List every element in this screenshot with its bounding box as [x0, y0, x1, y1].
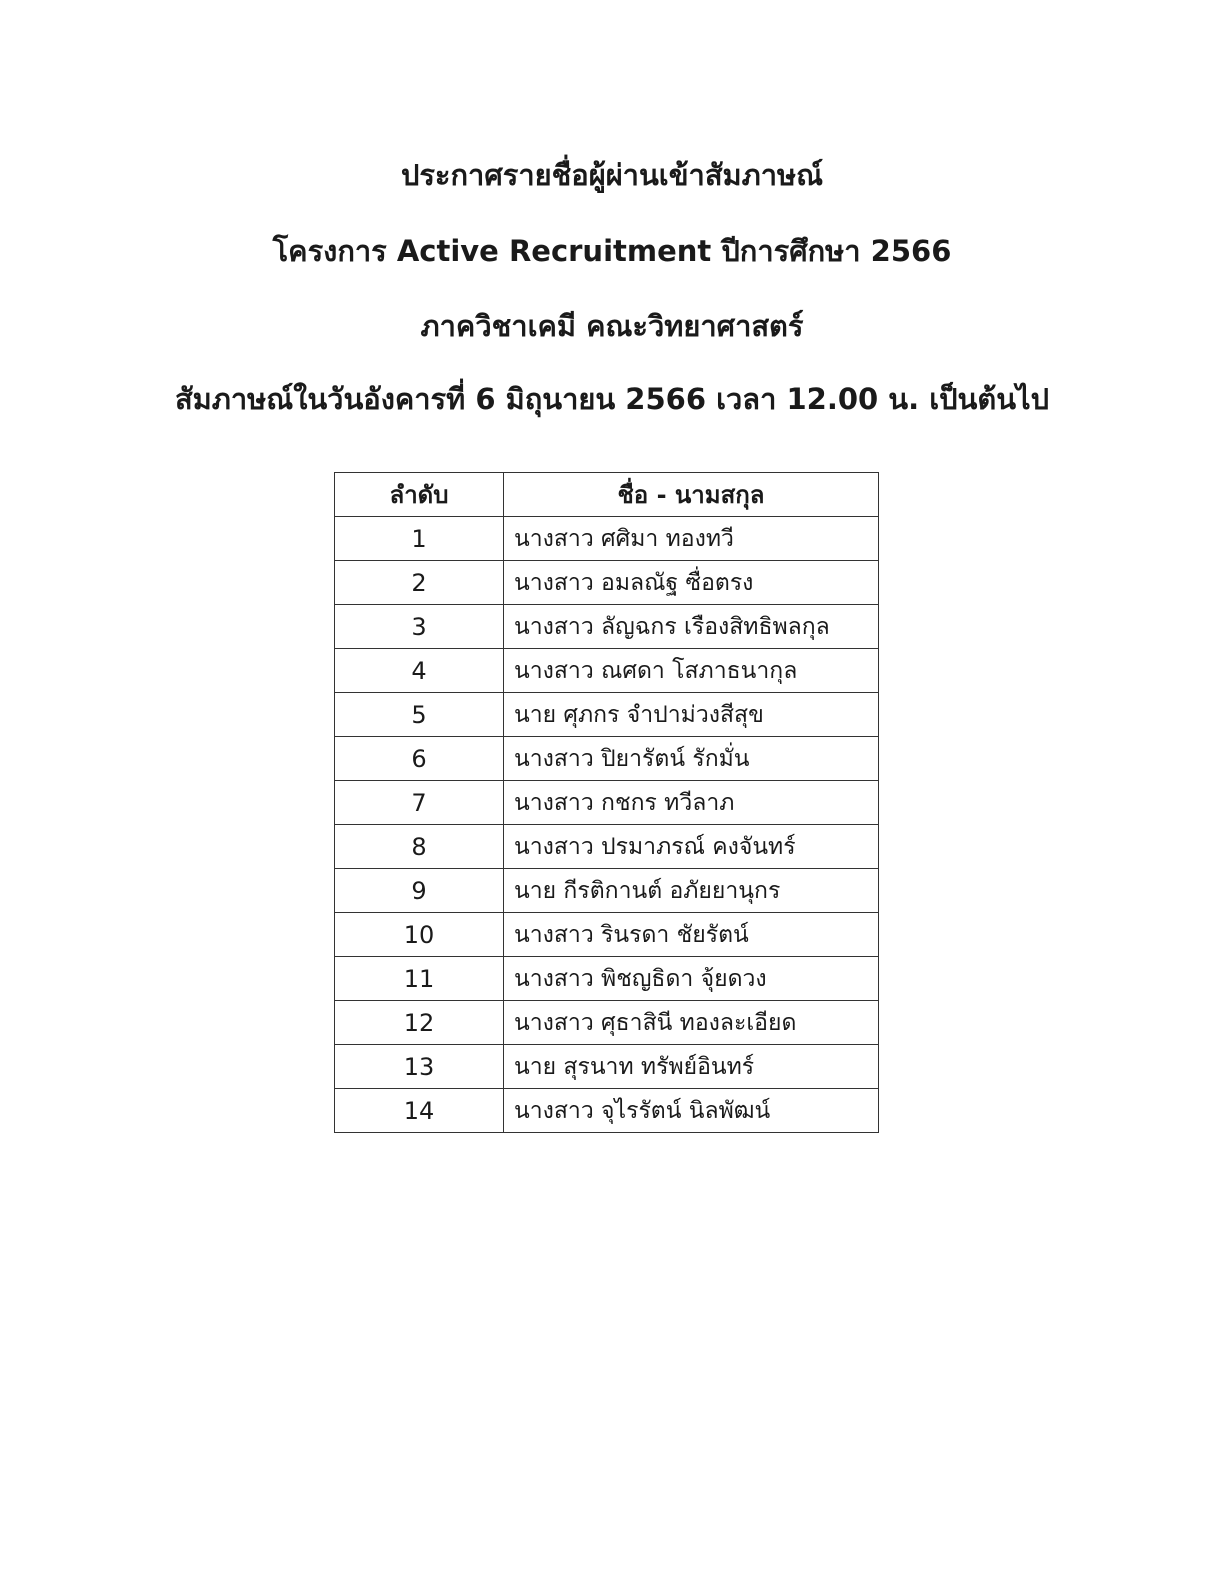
row-name: นางสาว ณศดา โสภาธนากุล [504, 649, 879, 693]
row-number: 7 [335, 781, 504, 825]
table-row [335, 957, 879, 1001]
table-row [335, 737, 879, 781]
row-name: นางสาว พิชญธิดา จุ้ยดวง [504, 957, 879, 1001]
row-name: นางสาว ปรมาภรณ์ คงจันทร์ [504, 825, 879, 869]
table-row [335, 517, 879, 561]
department-name: ภาควิชาเคมี คณะวิทยาศาสตร์ [420, 309, 804, 343]
row-number: 5 [335, 693, 504, 737]
row-number: 1 [335, 517, 504, 561]
header-number: ลำดับ [335, 473, 504, 517]
row-number: 13 [335, 1045, 504, 1089]
row-name: นางสาว ปิยารัตน์ รักมั่น [504, 737, 879, 781]
table-row [335, 605, 879, 649]
candidate-table [334, 472, 879, 1133]
project-name: โครงการ Active Recruitment ปีการศึกษา 2566 [272, 234, 952, 268]
table-row [335, 1001, 879, 1045]
row-name: นางสาว อมลณัฐ ซื่อตรง [504, 561, 879, 605]
row-number: 12 [335, 1001, 504, 1045]
table-row [335, 913, 879, 957]
table-row [335, 825, 879, 869]
table-row [335, 1045, 879, 1089]
table-row [335, 649, 879, 693]
row-name: นางสาว ลัญฉกร เรืองสิทธิพลกุล [504, 605, 879, 649]
row-name: นาย กีรติกานต์ อภัยยานุกร [504, 869, 879, 913]
row-number: 4 [335, 649, 504, 693]
row-number: 2 [335, 561, 504, 605]
row-number: 14 [335, 1089, 504, 1133]
row-name: นางสาว ศศิมา ทองทวี [504, 517, 879, 561]
header-name: ชื่อ - นามสกุล [504, 473, 879, 517]
row-name: นางสาว ศุธาสินี ทองละเอียด [504, 1001, 879, 1045]
row-number: 3 [335, 605, 504, 649]
table-row [335, 869, 879, 913]
table-row [335, 781, 879, 825]
row-number: 9 [335, 869, 504, 913]
row-number: 10 [335, 913, 504, 957]
table-row [335, 1089, 879, 1133]
table-header-row [335, 473, 879, 517]
table-row [335, 561, 879, 605]
row-number: 8 [335, 825, 504, 869]
row-name: นางสาว กชกร ทวีลาภ [504, 781, 879, 825]
table-row [335, 693, 879, 737]
row-name: นาย ศุภกร จำปาม่วงสีสุข [504, 693, 879, 737]
row-number: 6 [335, 737, 504, 781]
row-name: นาย สุรนาท ทรัพย์อินทร์ [504, 1045, 879, 1089]
row-name: นางสาว รินรดา ชัยรัตน์ [504, 913, 879, 957]
announcement-title: ประกาศรายชื่อผู้ผ่านเข้าสัมภาษณ์ [400, 158, 824, 192]
row-number: 11 [335, 957, 504, 1001]
row-name: นางสาว จุไรรัตน์ นิลพัฒน์ [504, 1089, 879, 1133]
interview-schedule: สัมภาษณ์ในวันอังคารที่ 6 มิถุนายน 2566 เวลา 12.00 น. เป็นต้นไป [174, 382, 1050, 416]
